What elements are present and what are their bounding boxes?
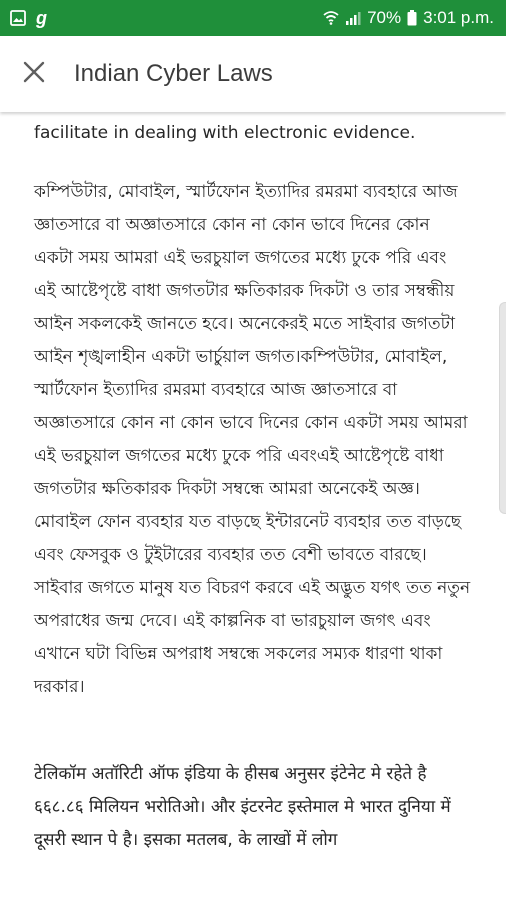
app-bar xyxy=(0,36,506,112)
close-icon xyxy=(23,61,45,87)
close-button[interactable] xyxy=(14,54,54,94)
article-text xyxy=(34,82,472,857)
g-app-icon: g xyxy=(36,8,47,28)
status-bar-system xyxy=(323,8,494,28)
article-content[interactable] xyxy=(0,112,506,900)
battery-percent: 70% xyxy=(367,8,402,27)
cell-signal-icon xyxy=(345,10,361,26)
image-icon xyxy=(10,10,26,26)
scroll-handle[interactable] xyxy=(499,302,506,514)
paragraph-hindi: टेलिकॉम अतॉरिटी ऑफ इंडिया के हीसब अनुसर इंटेनेट मे रहेते है ६६८.८६ मिलियन भरोतिओ। और इंटरनेट इस्तेमाल मे भारत दुनिया में दूसरी स्थान पे है। इसका मतलब, के लाखों में लोग xyxy=(34,764,451,850)
status-bar-notifications xyxy=(10,9,47,27)
status-bar xyxy=(0,0,506,36)
paragraph-english-line-2: facilitate in dealing with electronic evidence. xyxy=(34,123,416,143)
battery-icon xyxy=(407,10,417,26)
paragraph-bengali: কম্পিউটার, মোবাইল, স্মার্টফোন ইত্যাদির রমরমা ব্যবহারে আজ জ্ঞাতসারে বা অজ্ঞাতসারে কোন না কোন ভাবে দিনের কোন একটা সময় আমরা এই ভরচুয়াল জগতের মধ্যে ঢুকে পরি এবং এই আষ্টেপৃষ্টে বাধা জগতটার ক্ষতিকারক দিকটা ও তার সম্বন্ধীয় আইন সকলকেই জানতে হবে। অনেকেরই মতে সাইবার জগতটা আইন শৃঙ্খলাহীন একটা ভার্চুয়াল জগত।কম্পিউটার, মোবাইল, স্মার্টফোন ইত্যাদির রমরমা ব্যবহারে আজ জ্ঞাতসারে বা অজ্ঞাতসারে কোন না কোন ভাবে দিনের কোন একটা সময় আমরা এই ভরচুয়াল জগতের মধ্যে ঢুকে পরি এবংএই আষ্টেপৃষ্টে বাধা জগতটার ক্ষতিকারক দিকটা সম্বন্ধে আমরা অনেকেই অজ্ঞ। মোবাইল ফোন ব্যবহার যত বাড়ছে ইন্টারনেট ব্যবহার তত বাড়ছে এবং ফেসবুক ও টুইটারের ব্যবহার তত বেশী ভাবতে বারছে। সাইবার জগতে মানুষ যত বিচরণ করবে এই অদ্ভুত যগৎ তত নতুন অপরাধের জন্ম দেবে। এই কাল্পনিক বা ভারচুয়াল জগৎ এবং এখানে ঘটা বিভিন্ন অপরাধ সম্বন্ধে সকলের সম্যক ধারণা থাকা দরকার। xyxy=(34,182,471,697)
page-title: Indian Cyber Laws xyxy=(74,60,273,87)
wifi-icon xyxy=(323,10,339,26)
status-time: 3:01 p.m. xyxy=(423,8,494,27)
